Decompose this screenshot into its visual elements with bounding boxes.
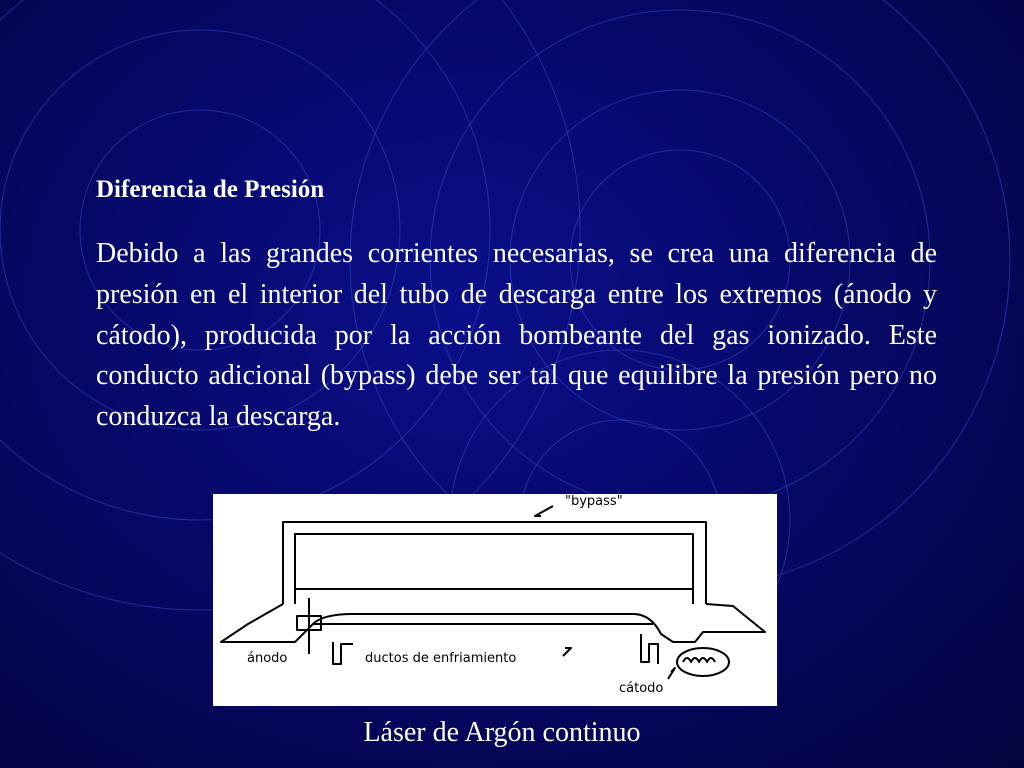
- label-anode: ánodo: [247, 651, 288, 666]
- label-cathode: cátodo: [619, 681, 664, 696]
- label-bypass: "bypass": [565, 494, 623, 509]
- argon-laser-diagram: [213, 494, 777, 706]
- slide-heading: Diferencia de Presión: [96, 176, 325, 203]
- slide-body-text: Debido a las grandes corrientes necesarias, se crea una diferencia de presión en el interior del tubo de descarga entre los extremos (ánodo y cátodo), producida por la acción bombeante del gas ionizado. Este conducto adicional (bypass) debe ser tal que equilibre la presión pero no conduzca la descarga.: [96, 238, 937, 433]
- figure-caption: Láser de Argón continuo: [363, 717, 641, 748]
- cooling-duct-left: [333, 642, 353, 664]
- label-cooling-ducts: ductos de enfriamiento: [365, 651, 517, 666]
- cooling-duct-right: [641, 634, 658, 664]
- cathode-coil: [683, 658, 715, 662]
